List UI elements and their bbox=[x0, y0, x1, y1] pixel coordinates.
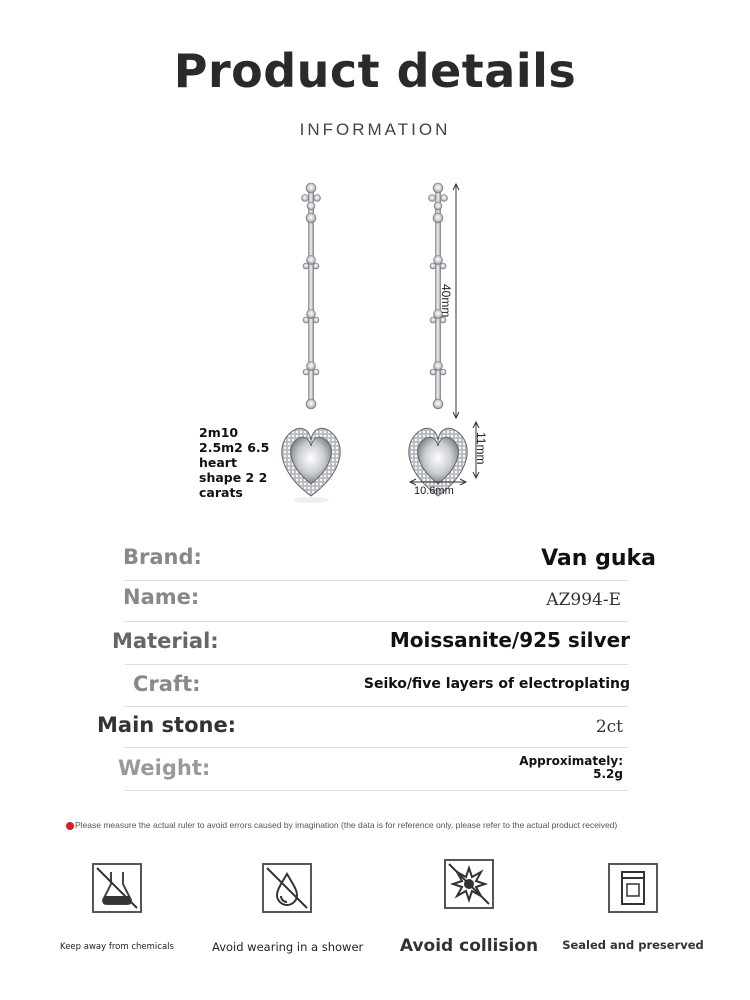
care-label: Avoid wearing in a shower bbox=[212, 940, 364, 954]
care-label: Keep away from chemicals bbox=[60, 942, 174, 952]
spec-value: Seiko/five layers of electroplating bbox=[363, 676, 630, 692]
spec-row-main-stone bbox=[95, 711, 635, 745]
care-label: Avoid collision bbox=[399, 936, 539, 956]
care-item-shower bbox=[212, 858, 362, 978]
spec-label: Craft: bbox=[133, 672, 201, 696]
stone-note bbox=[199, 425, 289, 500]
spec-label: Brand: bbox=[123, 545, 202, 569]
spec-label: Main stone: bbox=[97, 713, 237, 737]
heart-width-dimension-label: 10.6mm bbox=[414, 485, 454, 497]
sealed-bag-icon bbox=[607, 862, 659, 914]
left-earring bbox=[282, 183, 340, 503]
page-title: Product details bbox=[173, 44, 577, 98]
stone-note-line: 2.5m2 6.5 bbox=[199, 440, 270, 455]
stone-note-line: 2m10 bbox=[199, 425, 239, 440]
red-dot-icon bbox=[66, 822, 74, 830]
spec-row-material bbox=[95, 626, 635, 662]
measurement-notice bbox=[66, 820, 726, 830]
care-item-chemicals bbox=[42, 858, 192, 978]
page-subtitle: INFORMATION bbox=[299, 120, 451, 139]
spec-row-name bbox=[95, 583, 635, 619]
notice-text: Please measure the actual ruler to avoid errors caused by imagination (the data is for reference only, please refer to the actual product received) bbox=[75, 820, 618, 830]
care-item-sealed bbox=[558, 858, 708, 978]
spec-value: 2ct bbox=[595, 717, 623, 737]
spec-row-craft bbox=[95, 670, 635, 704]
stone-note-line: heart bbox=[199, 455, 237, 470]
care-item-collision bbox=[394, 854, 544, 974]
spec-value: AZ994-E bbox=[546, 590, 621, 610]
spec-row-brand bbox=[95, 543, 656, 577]
stone-note-line: shape 2 2 bbox=[199, 470, 268, 485]
spec-value: Van guka bbox=[541, 546, 656, 571]
stone-note-line: carats bbox=[199, 485, 243, 500]
divider bbox=[125, 621, 628, 622]
spec-row-weight bbox=[95, 753, 635, 789]
divider bbox=[125, 790, 628, 791]
spec-label: Material: bbox=[112, 629, 219, 653]
chemical-flask-icon bbox=[91, 862, 143, 914]
divider bbox=[125, 747, 628, 748]
spec-label: Name: bbox=[123, 585, 200, 609]
care-label: Sealed and preserved bbox=[562, 938, 704, 952]
heart-height-dimension-label: 11mm bbox=[474, 432, 488, 465]
divider bbox=[125, 706, 628, 707]
spec-value-line: Approximately: bbox=[519, 754, 623, 768]
length-dimension-label: 40mm bbox=[439, 284, 453, 318]
spec-value-line: 5.2g bbox=[593, 767, 623, 781]
collision-icon bbox=[443, 858, 495, 910]
spec-label: Weight: bbox=[118, 756, 211, 780]
spec-value bbox=[519, 755, 623, 781]
divider bbox=[125, 580, 628, 581]
divider bbox=[125, 664, 628, 665]
water-drop-icon bbox=[261, 862, 313, 914]
right-earring bbox=[409, 183, 467, 496]
spec-value: Moissanite/925 silver bbox=[389, 628, 630, 652]
